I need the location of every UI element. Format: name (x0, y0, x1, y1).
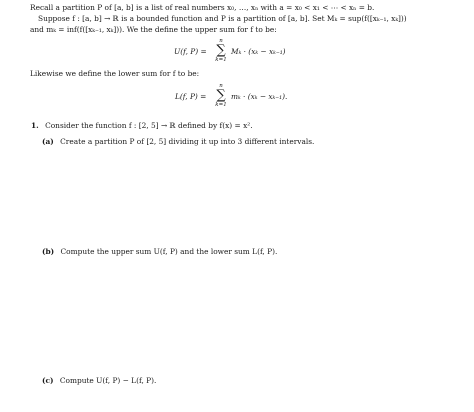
upper-sum-lower-limit: k=1 (215, 57, 227, 63)
upper-sum-lhs: U(f, P) = (174, 47, 207, 56)
lower-sum-intro: Likewise we define the lower sum for f to be: (30, 69, 200, 78)
upper-sum-upper-limit: n (219, 38, 223, 44)
lower-sum-upper-limit: n (219, 83, 223, 89)
question-1 (31, 122, 253, 129)
question-number: 1. (31, 121, 39, 130)
part-text: Create a partition P of [2, 5] dividing it up into 3 different intervals. (60, 137, 315, 146)
upper-sum-rhs: Mₖ · (xₖ − xₖ₋₁) (231, 47, 286, 56)
lower-sum-sigma (212, 83, 230, 108)
lower-sum-rhs: mₖ · (xₖ − xₖ₋₁). (231, 92, 288, 101)
intro-line-2: Suppose f : [a, b] → ℝ is a bounded function and P is a partition of [a, b]. Set Mₖ = sup(f([xₖ₋₁, xₖ])) (38, 14, 407, 23)
question-part-a (42, 138, 314, 145)
lower-sum-lower-limit: k=1 (215, 102, 227, 108)
intro-line-3: and mₖ = inf(f([xₖ₋₁, xₖ])). We the define the upper sum for f to be: (30, 25, 277, 34)
part-label: (b) (42, 247, 55, 256)
upper-sum-sigma (212, 38, 230, 63)
part-label: (c) (42, 376, 54, 385)
question-text: Consider the function f : [2, 5] → ℝ defined by f(x) = x². (45, 121, 253, 130)
part-label: (a) (42, 137, 54, 146)
lower-sum-lhs: L(f, P) = (175, 92, 207, 101)
intro-line-1: Recall a partition P of [a, b] is a list of real numbers x₀, …, xₙ with a = x₀ < x₁ < ⋯ < xₙ = b. (30, 3, 375, 12)
part-text: Compute U(f, P) − L(f, P). (59, 376, 157, 385)
question-part-c (42, 377, 156, 384)
part-text: Compute the upper sum U(f, P) and the lower sum L(f, P). (60, 247, 278, 256)
summation-symbol: ∑ (216, 43, 226, 58)
summation-symbol: ∑ (216, 88, 226, 103)
question-part-b (42, 248, 277, 255)
